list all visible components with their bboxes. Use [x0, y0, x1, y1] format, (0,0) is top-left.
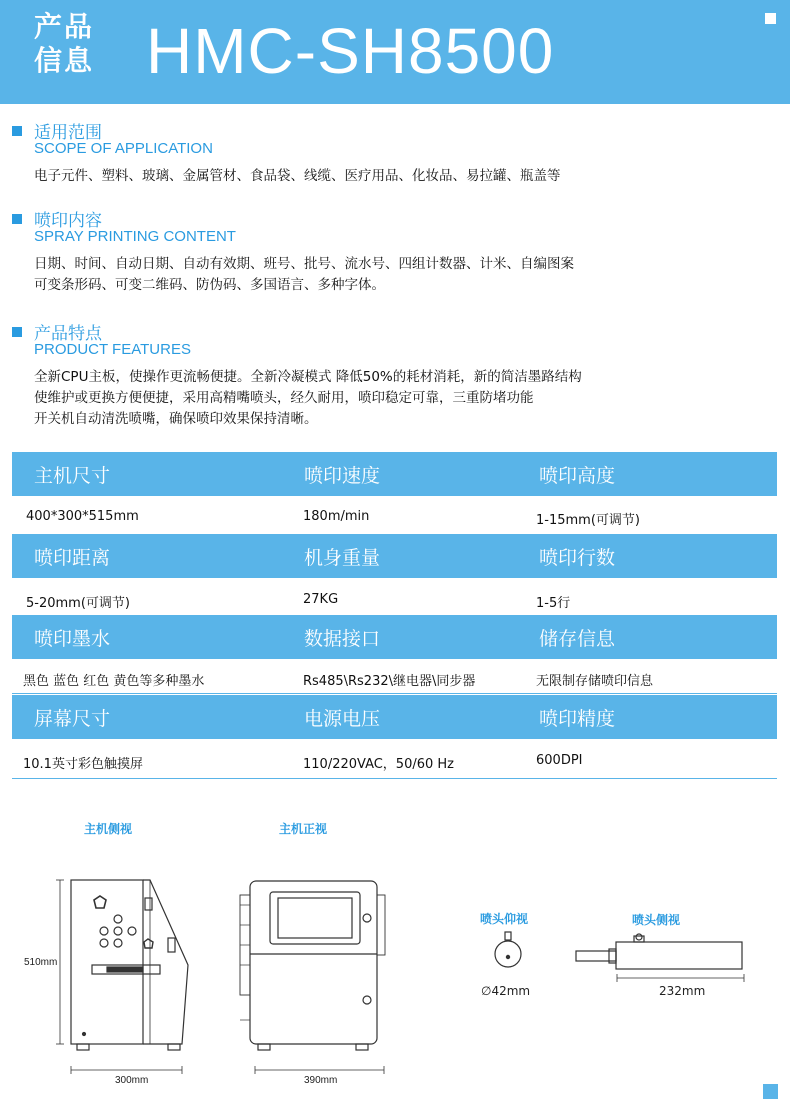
spec-value: 110/220VAC，50/60 Hz	[303, 757, 455, 772]
head-side-view	[576, 934, 744, 982]
model-title: HMC-SH8500	[146, 15, 555, 87]
side-view-caption: 主机侧视	[84, 822, 133, 836]
front-width-dimension: 390mm	[304, 1075, 338, 1086]
section-title-en: SCOPE OF APPLICATION	[34, 140, 213, 157]
front-view-machine	[240, 881, 385, 1074]
section-body-line: 电子元件、塑料、玻璃、金属管材、食品袋、线缆、医疗用品、化妆品、易拉罐、瓶盖等	[34, 168, 561, 184]
spec-value: 600DPI	[536, 753, 583, 768]
spec-value: 180m/min	[303, 509, 370, 524]
spec-value: 1-5行	[536, 596, 571, 611]
head-bottom-view	[495, 932, 521, 967]
spec-value: 27KG	[303, 592, 339, 607]
side-view-machine	[56, 880, 188, 1074]
section-body-line: 使维护或更换方便便捷，采用高精嘴喷头，经久耐用，喷印稳定可靠，三重防堵功能	[34, 390, 534, 406]
spec-label: 喷印行数	[539, 547, 616, 569]
front-view-caption: 主机正视	[279, 822, 328, 836]
spec-value: 400*300*515mm	[26, 509, 139, 524]
section-title-cn: 适用范围	[34, 123, 102, 143]
spec-value: 10.1英寸彩色触摸屏	[23, 757, 143, 772]
section-body-line: 全新CPU主板，使操作更流畅便捷。全新冷凝模式 降低50%的耗材消耗，新的简洁墨路结构	[34, 369, 582, 385]
spec-label: 主机尺寸	[34, 465, 111, 487]
spec-value: 1-15mm(可调节)	[536, 513, 640, 528]
height-dimension: 510mm	[24, 957, 58, 968]
side-width-dimension: 300mm	[115, 1075, 149, 1086]
section-body-line: 日期、时间、自动日期、自动有效期、班号、批号、流水号、四组计数器、计米、自编图案	[34, 256, 574, 272]
spec-value: 黑色 蓝色 红色 黄色等多种墨水	[23, 674, 205, 689]
spec-label: 电源电压	[304, 708, 381, 730]
spec-value: 无限制存储喷印信息	[536, 674, 654, 689]
section-body-line: 可变条形码、可变二维码、防伪码、多国语言、多种字体。	[34, 277, 385, 293]
section-body-line: 开关机自动清洗喷嘴，确保喷印效果保持清晰。	[34, 411, 318, 427]
spec-value: 5-20mm(可调节)	[26, 596, 130, 611]
section-title-en: PRODUCT FEATURES	[34, 341, 191, 358]
spec-label: 喷印速度	[304, 465, 381, 487]
section-title-cn: 产品特点	[34, 324, 102, 344]
spec-value: Rs485\Rs232\继电器\同步器	[303, 674, 476, 689]
spec-label: 喷印距离	[34, 547, 111, 569]
section-title-cn: 喷印内容	[34, 211, 102, 231]
spec-label: 机身重量	[304, 547, 381, 569]
header-label-line1: 产品	[34, 10, 95, 43]
head-length-dimension: 232mm	[659, 984, 706, 998]
corner-square-icon	[763, 1084, 778, 1099]
head-bottom-view-caption: 喷头仰视	[480, 912, 529, 926]
head-side-view-caption: 喷头侧视	[632, 913, 681, 927]
spec-label: 喷印高度	[539, 465, 616, 487]
spec-label: 储存信息	[539, 628, 616, 650]
header-label-line2: 信息	[34, 44, 95, 77]
section-title-en: SPRAY PRINTING CONTENT	[34, 228, 236, 245]
spec-label: 喷印精度	[539, 708, 616, 730]
spec-label: 喷印墨水	[34, 628, 111, 650]
spec-label: 数据接口	[304, 628, 381, 650]
head-diameter-dimension: ∅42mm	[481, 984, 531, 998]
spec-label: 屏幕尺寸	[34, 708, 111, 730]
